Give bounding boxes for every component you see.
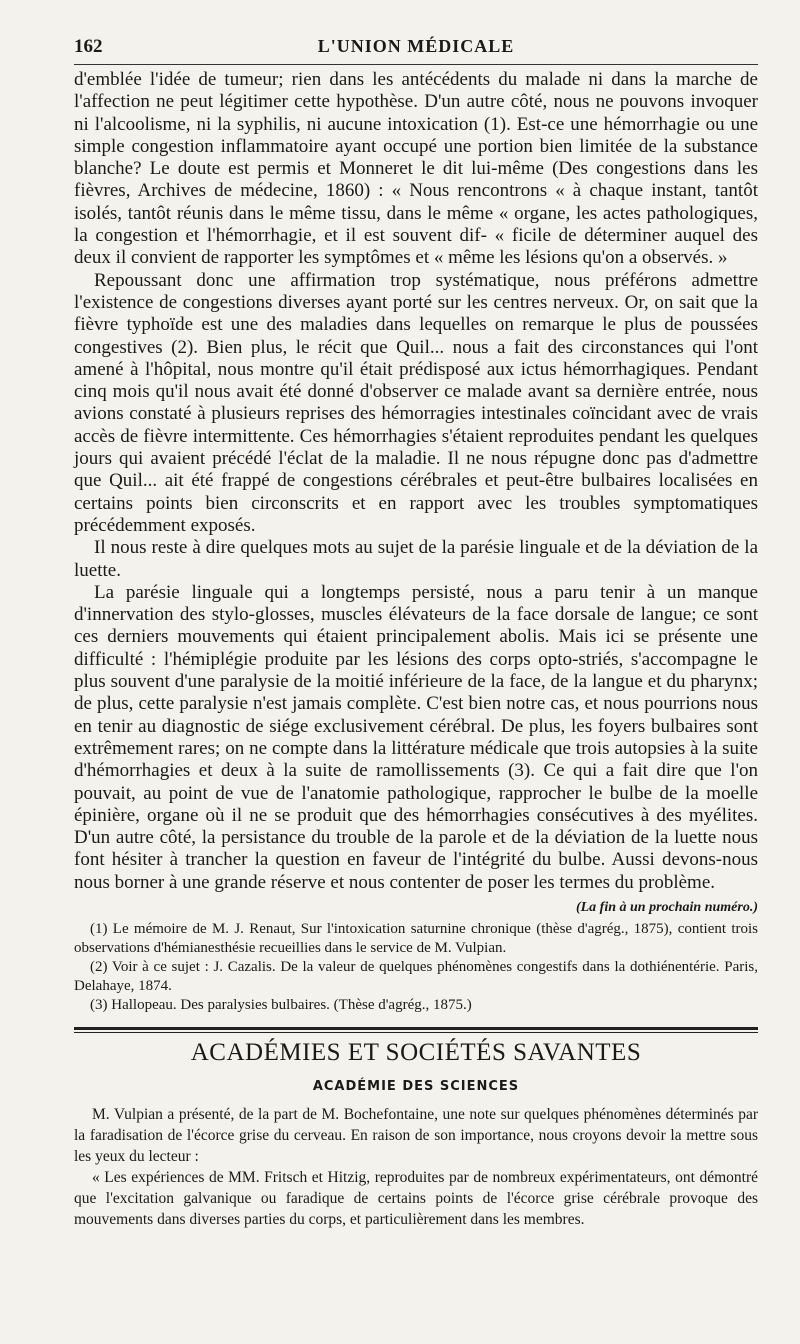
- section-body: [74, 1104, 758, 1230]
- body-paragraph: Repoussant donc une affirmation trop systématique, nous préférons admettre l'existence de congestions diverses ayant porté sur les centres nerveux. Or, on sait que la fièvre typhoïde est une des maladies dans lequelles on remarque le plus de poussées congestives (2). Bien plus, le récit que Quil... nous a fait des circonstances qui l'ont amené à l'hôpital, nous montre qu'il était prédisposé aux ictus hémorrhagiques. Pendant cinq mois qu'il nous avait été donné d'observer ce malade avant sa dernière entrée, nous avions constaté à plusieurs reprises des hémorragies intestinales coïncidant avec de vrais accès de fièvre intermittente. Ces hémorrhagies s'étaient reproduites pendant les quelques jours qui avaient précédé l'éclat de la maladie. Il ne nous répugne donc pas d'admettre que Quil... ait été frappé de congestions cérébrales et peut-être bulbaires localisées en certains points bien circonscrits et en rapport avec les troubles symptomatiques précédemment exposés.: [74, 269, 758, 536]
- body-paragraph: Il nous reste à dire quelques mots au sujet de la parésie linguale et de la déviation de la luette.: [74, 537, 758, 581]
- page-header: [74, 30, 758, 64]
- article-body: [74, 69, 758, 894]
- footnote: (3) Hallopeau. Des paralysies bulbaires. (Thèse d'agrég., 1875.): [90, 996, 472, 1013]
- footnote: (1) Le mémoire de M. J. Renaut, Sur l'intoxication saturnine chronique (thèse d'agrég., 1875), contient trois observations d'hémianesthésie recueillies dans le service de M. Vulpian.: [74, 920, 758, 956]
- section-paragraph: « Les expériences de MM. Fritsch et Hitzig, reproduites par de nombreux expérimentateurs, ont démontré que l'excitation galvanique ou faradique de certains points de l'écorce grise cérébrale provoque des mouvements dans diverses parties du corps, et particulièrement dans les membres.: [74, 1168, 758, 1228]
- body-paragraph: La parésie linguale qui a longtemps persisté, nous a paru tenir à un manque d'innervation des stylo-glosses, muscles élévateurs de la face dorsale de langue; ce sont ces derniers mouvements qui étaient principalement abolis. Mais ici se présente une difficulté : l'hémiplégie produite par les lésions des corps opto-striés, s'accompagne le plus souvent d'une paralysie de la moitié inférieure de la face, de la langue et du pharynx; de plus, cette paralysie n'est jamais complète. C'est bien notre cas, et nous pourrions nous en tenir au diagnostic de siége exclusivement cérébral. De plus, les foyers bulbaires sont extrêmement rares; on ne compte dans la littérature médicale que trois autopsies à la suite d'hémorrhagies et deux à la suite de ramollissements (3). Ce qui a fait dire que l'on pouvait, au point de vue de l'anatomie pathologique, rapprocher le bulbe de la moelle épinière, organe où il ne se produit que des hémorrhagies consécutives à des myélites. D'un autre côté, la persistance du trouble de la parole et de la déviation de la luette nous font hésiter à trancher la question en faveur de l'intégrité du bulbe. Aussi devons-nous nous borner à une grande réserve et nous contenter de poser les termes du problème.: [74, 581, 758, 893]
- body-paragraph: d'emblée l'idée de tumeur; rien dans les antécédents du malade ni dans la marche de l'affection ne peut légitimer cette hypothèse. D'un autre côté, nous ne pouvons invoquer ni l'alcoolisme, ni la syphilis, ni aucune intoxication (1). Est-ce une hémorrhagie ou une simple congestion inflammatoire ayant occupé une portion bien limitée de la substance blanche? Le doute est permis et Monneret le dit lui-même (Des congestions dans les fièvres, Archives de médecine, 1860) : « Nous rencontrons « à chaque instant, tantôt isolés, tantôt réunis dans le même tissu, dans le même « organe, les actes pathologiques, la congestion et l'hémorrhagie, et il est souvent dif- « ficile de déterminer auquel des deux il convient de rapporter les symptômes et « même les lésions qu'on a observés. »: [74, 69, 758, 269]
- section-title: ACADÉMIES ET SOCIÉTÉS SAVANTES: [190, 1038, 642, 1066]
- section-rule: [74, 1027, 758, 1033]
- footnotes: [74, 920, 758, 1015]
- section-paragraph: M. Vulpian a présenté, de la part de M. Bochefontaine, une note sur quelques phénomènes déterminés par la faradisation de l'écorce grise du cerveau. En raison de son importance, nous croyons devoir la mettre sous les yeux du lecteur :: [74, 1105, 758, 1165]
- page-number: 162: [74, 36, 103, 57]
- running-title: L'UNION MÉDICALE: [317, 36, 515, 56]
- header-rule: [74, 64, 758, 65]
- continuation-note: (La fin à un prochain numéro.): [575, 899, 758, 915]
- footnote: (2) Voir à ce sujet : J. Cazalis. De la valeur de quelques phénomènes congestifs dans la dothiénentérie. Paris, Delahaye, 1874.: [74, 958, 758, 994]
- page: [74, 30, 758, 1230]
- section-subtitle: ACADÉMIE DES SCIENCES: [312, 1078, 520, 1094]
